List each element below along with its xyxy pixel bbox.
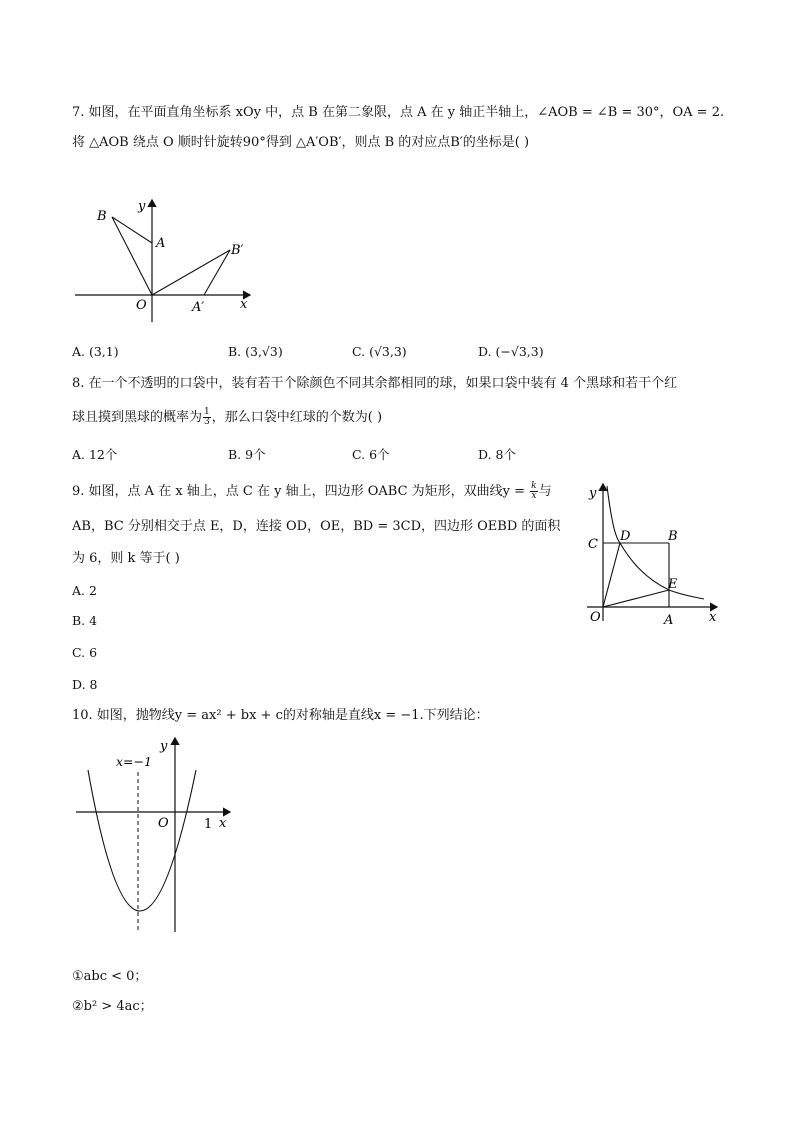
q9-segment-OE bbox=[603, 590, 669, 607]
q10-stem-line1: 10. 如图，抛物线y = ax² + bx + c的对称轴是直线x = −1.下列结论： bbox=[72, 708, 489, 723]
q7-segment-OBp bbox=[152, 250, 230, 295]
q8-option-a[interactable]: A. 12个 bbox=[72, 447, 118, 462]
q7-option-d[interactable]: D. (−√3,3) bbox=[478, 344, 544, 359]
q8-option-c[interactable]: C. 6个 bbox=[352, 447, 390, 462]
q7-option-c[interactable]: C. (√3,3) bbox=[352, 344, 407, 359]
q9-label-O: O bbox=[590, 610, 601, 625]
q7-label-x: x bbox=[240, 297, 248, 312]
q9-stem-line3: 为 6，则 k 等于( ) bbox=[72, 551, 180, 566]
q8-probability-fraction bbox=[203, 408, 211, 427]
q10-figure bbox=[72, 732, 237, 947]
q7-option-b[interactable]: B. (3,√3) bbox=[228, 344, 283, 359]
q8-stem-line2 bbox=[72, 408, 382, 427]
q10-label-axis: x=−1 bbox=[116, 754, 152, 769]
q7-stem-line2: 将 △AOB 绕点 O 顺时针旋转90°得到 △A′OB′，则点 B 的对应点B′的坐标是( ) bbox=[72, 135, 530, 150]
q9-frac-num: k bbox=[531, 481, 537, 491]
q9-label-y: y bbox=[589, 486, 597, 501]
q8-option-d[interactable]: D. 8个 bbox=[478, 447, 516, 462]
q9-option-b[interactable]: B. 4 bbox=[72, 613, 98, 628]
q10-label-O: O bbox=[158, 816, 169, 831]
q7-figure bbox=[70, 190, 260, 330]
q7-label-Ap: A′ bbox=[192, 300, 205, 315]
q9-label-A: A bbox=[664, 613, 674, 628]
q8-option-b[interactable]: B. 9个 bbox=[228, 447, 266, 462]
q10-conclusion-1: ①abc < 0； bbox=[72, 969, 148, 984]
q9-option-d[interactable]: D. 8 bbox=[72, 677, 98, 692]
q9-option-c[interactable]: C. 6 bbox=[72, 645, 98, 660]
q8-frac-num: 1 bbox=[204, 407, 210, 417]
q10-parabola bbox=[88, 770, 196, 911]
q10-label-y: y bbox=[160, 739, 168, 754]
q7-label-A: A bbox=[156, 236, 166, 251]
q9-label-E: E bbox=[668, 577, 678, 592]
q9-label-D: D bbox=[620, 529, 631, 544]
q7-segment-BpAp bbox=[204, 250, 230, 295]
q10-label-x: x bbox=[219, 816, 227, 831]
q9-figure bbox=[582, 476, 727, 631]
q7-label-y: y bbox=[138, 199, 146, 214]
q9-stem-line1-a: 9. 如图，点 A 在 x 轴上，点 C 在 y 轴上，四边形 OABC 为矩形，双曲线y = bbox=[72, 484, 530, 499]
q8-stem-line2-a: 球且摸到黑球的概率为 bbox=[72, 410, 203, 425]
q9-stem-line2: AB，BC 分别相交于点 E，D，连接 OD，OE，BD = 3CD，四边形 OEBD 的面积 bbox=[72, 519, 561, 534]
q7-label-Bp: B′ bbox=[231, 243, 244, 258]
q7-label-O: O bbox=[136, 298, 147, 313]
q7-label-B: B bbox=[97, 209, 107, 224]
q7-stem-line1: 7. 如图，在平面直角坐标系 xOy 中，点 B 在第二象限，点 A 在 y 轴正半轴上，∠AOB = ∠B = 30°，OA = 2. bbox=[72, 105, 725, 120]
q9-label-B: B bbox=[668, 529, 678, 544]
q10-conclusion-2: ②b² > 4ac； bbox=[72, 999, 153, 1014]
q9-k-over-x-fraction bbox=[530, 482, 537, 501]
q7-segment-OB bbox=[112, 217, 152, 295]
q9-stem-line1 bbox=[72, 482, 552, 501]
q9-option-a[interactable]: A. 2 bbox=[72, 583, 97, 598]
q8-stem-line2-b: ，那么口袋中红球的个数为( ) bbox=[211, 410, 383, 425]
q9-label-C: C bbox=[588, 537, 598, 552]
q9-label-x: x bbox=[709, 610, 717, 625]
q9-frac-den: x bbox=[531, 491, 537, 501]
q8-stem-line1: 8. 在一个不透明的口袋中，装有若干个除颜色不同其余都相同的球，如果口袋中装有 4 个黑球和若干个红 bbox=[72, 376, 678, 391]
q7-option-a[interactable]: A. (3,1) bbox=[72, 344, 119, 359]
q8-frac-den: 3 bbox=[204, 417, 210, 427]
q10-label-1: 1 bbox=[204, 817, 213, 832]
q9-stem-line1-b: 与 bbox=[538, 484, 552, 499]
q9-segment-OD bbox=[603, 543, 620, 607]
q7-segment-BA bbox=[112, 217, 152, 243]
